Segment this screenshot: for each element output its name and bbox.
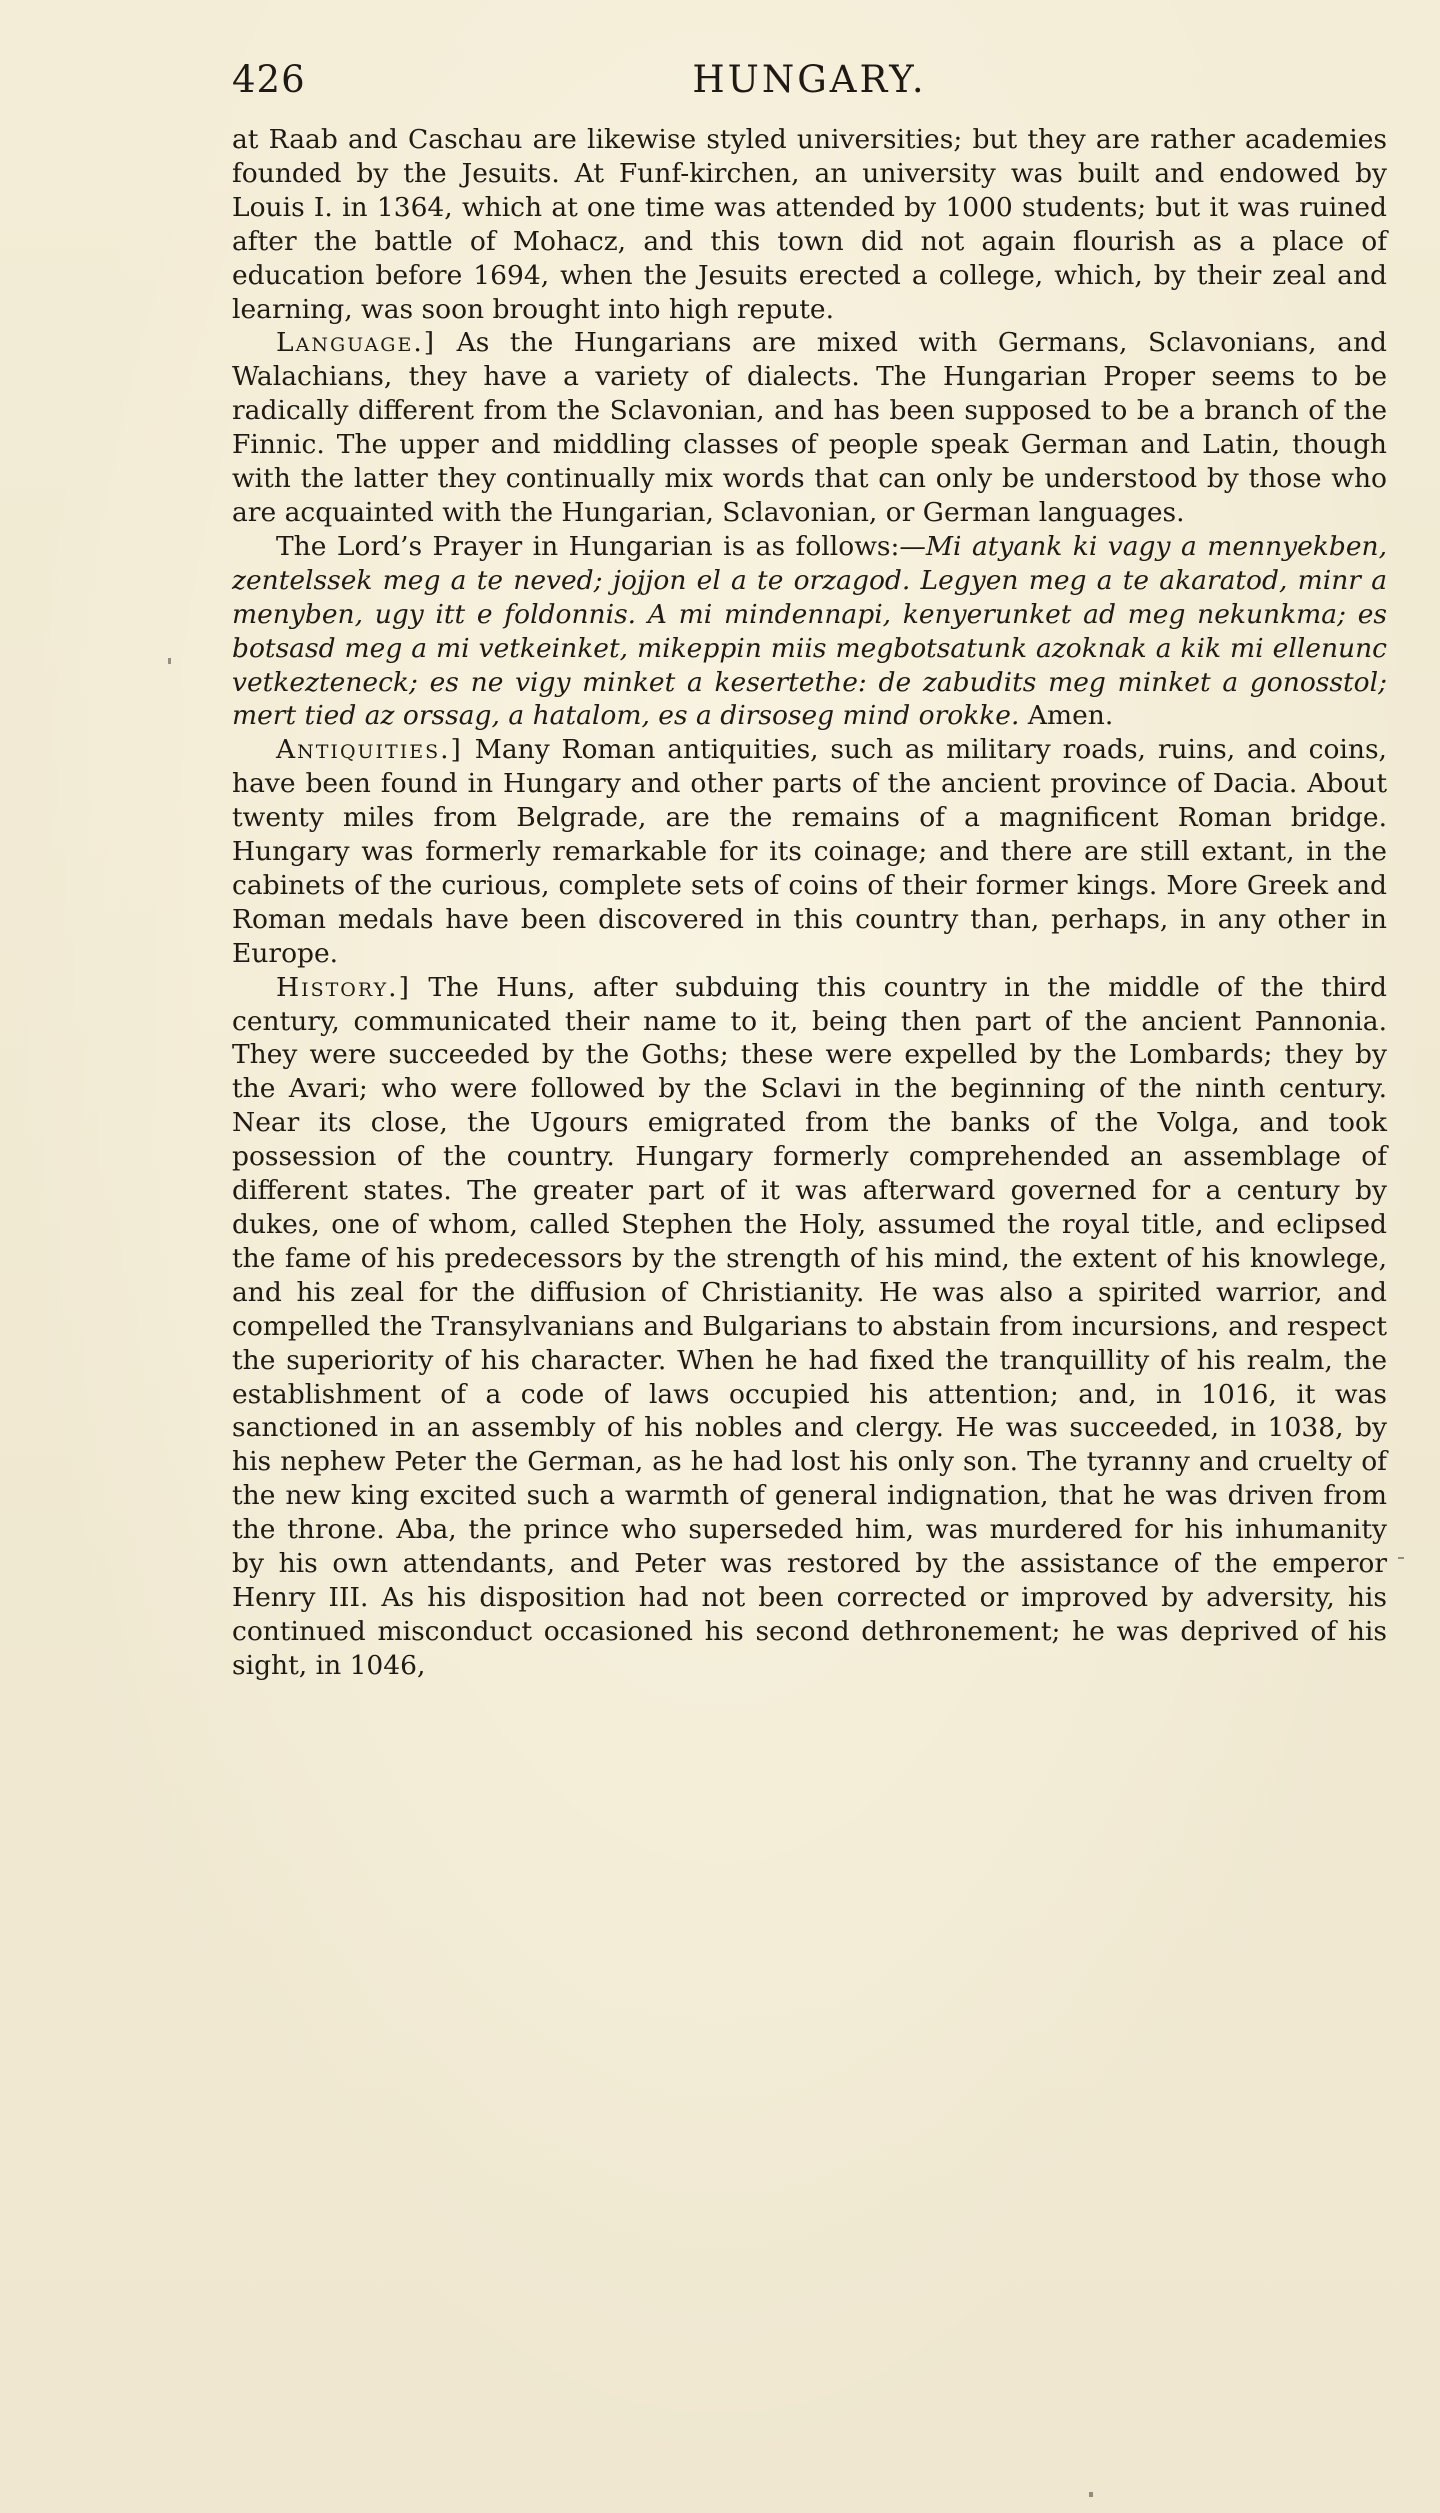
prayer-amen: Amen. (1027, 700, 1114, 732)
paragraph-language-text: As the Hungarians are mixed with Germans, Sclavonians, and Walachians, they have a variety of dialects. The Hungarian Proper seems to be radically different from the Sclavonian, and has been supposed to be a branch of the Finnic. The upper and middling classes of people speak German and Latin, though with the latter they continually mix words that can only be understood by those who are acquainted with the Hungarian, Sclavonian, or German languages. (232, 327, 1387, 528)
paragraph-lords-prayer (232, 530, 1387, 733)
page-header (232, 58, 1387, 106)
running-head: HUNGARY. (692, 58, 927, 101)
page-number: 426 (232, 58, 306, 101)
paragraph-antiquities-text: Many Roman antiquities, such as military roads, ruins, and coins, have been found in Hungary and other parts of the ancient province of Dacia. About twenty miles from Belgrade, are the remains of a magnificent Roman bridge. Hungary was formerly remarkable for its coinage; and there are still extant, in the cabinets of the curious, complete sets of coins of their former kings. More Greek and Roman medals have been discovered in this country than, perhaps, in any other in Europe. (232, 734, 1387, 969)
prayer-intro: The Lord’s Prayer in Hungarian is as follows:— (276, 530, 926, 562)
paragraph-history-text: The Huns, after subduing this country in the middle of the third century, communicated their name to it, being then part of the ancient Pannonia. They were succeeded by the Goths; these were expelled by the Lombards; they by the Avari; who were followed by the Sclavi in the beginning of the ninth century. Near its close, the Ugours emigrated from the banks of the Volga, and took possession of the country. Hungary formerly comprehended an assemblage of different states. The greater part of it was afterward governed for a century by dukes, one of whom, called Stephen the Holy, assumed the royal title, and eclipsed the fame of his predecessors by the strength of his mind, the extent of his knowlege, and his zeal for the diffusion of Christianity. He was also a spirited warrior, and compelled the Transylvanians and Bulgarians to abstain from incursions, and respect the superiority of his character. When he had fixed the tranquillity of his realm, the establishment of a code of laws occupied his attention; and, in 1016, it was sanctioned in an assembly of his nobles and clergy. He was succeeded, in 1038, by his nephew Peter the German, as he had lost his only son. The tyranny and cruelty of the new king excited such a warmth of general indignation, that he was driven from the throne. Aba, the prince who superseded him, was murdered for his inhumanity by his own attendants, and Peter was restored by the assistance of the emperor Henry III. As his disposition had not been corrected or improved by adversity, his continued misconduct occasioned his second dethronement; he was deprived of his sight, in 1046, (232, 971, 1387, 1681)
prayer-hungarian-text: Mi atyank ki vagy a mennyekben, zentelssek meg a te neved; jojjon el a te orzagod. Legyen meg a te akaratod, minr a menyben, ugy itt e foldonnis. A mi mindennapi, kenyerunket ad meg nekunkma; es botsasd meg a mi vetkeinket, mikeppin miis megbotsatunk azoknak a kik mi ellenunc vetkezteneck; es ne vigy minket a kesertethe: de zabudits meg minket a gonosstol; mert tied az orssag, a hatalom, es a dirsoseg mind orokke. (232, 530, 1388, 732)
section-heading-antiquities: Antiquities.] (276, 734, 463, 766)
paragraph-universities: at Raab and Caschau are likewise styled universities; but they are rather academies founded by the Jesuits. At Funf-kirchen, an university was built and endowed by Louis I. in 1364, which at one time was attended by 1000 students; but it was ruined after the battle of Mohacz, and this town did not again flourish as a place of education before 1694, when the Jesuits erected a college, which, by their zeal and learning, was soon brought into high repute. (232, 124, 1387, 325)
margin-speck-left (168, 658, 171, 664)
margin-speck-right (1398, 1557, 1404, 1559)
paragraph-antiquities (232, 733, 1387, 970)
section-heading-history: History.] (276, 971, 411, 1003)
paragraph-history (232, 971, 1387, 1683)
paragraph-language (232, 326, 1387, 529)
body-text (232, 123, 1387, 1683)
section-heading-language: Language.] (276, 327, 437, 359)
margin-speck-bottom (1089, 2492, 1093, 2497)
